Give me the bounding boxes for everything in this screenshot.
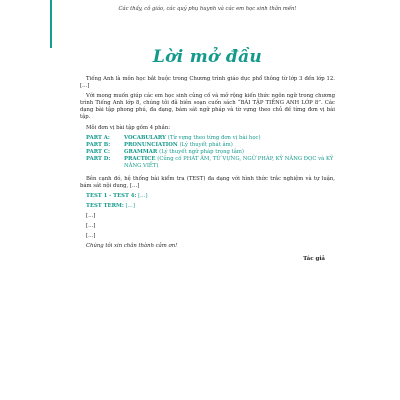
test-label: TEST TERM:: [86, 202, 124, 209]
test-note-2: [80, 203, 335, 210]
page-title: Lời mở đầu: [152, 47, 263, 67]
part-note: (Lý thuyết phát âm): [179, 141, 233, 148]
part-key: PART A:: [86, 134, 110, 141]
test-note-1: [80, 193, 335, 200]
part-key: PART D:: [86, 156, 111, 163]
greeting: Các thầy, cô giáo, các quý phụ huynh và các em học sinh thân mến!: [118, 6, 297, 12]
part-note: (Củng cố PHÁT ÂM, TỪ VỰNG, NGỮ PHÁP, KỸ NĂNG ĐỌC và KỸ NĂNG VIẾT): [124, 156, 334, 170]
test-label: TEST 1 - TEST 4:: [86, 192, 137, 199]
part-key: PART B:: [86, 141, 111, 148]
paragraph-1: Tiếng Anh là môn học bắt buộc trong Chương trình giáo dục phổ thông từ lớp 3 đến lớp 12. […]: [80, 76, 335, 90]
closing-paragraph-1: […]: [86, 213, 96, 220]
paragraph-2: Với mong muốn giúp các em học sinh củng cố và mở rộng kiến thức ngôn ngữ trong chương trình Tiếng Anh lớp 8, chúng tôi đã biên soạn cuốn sách “BÀI TẬP TIẾNG ANH LỚP 8”. Các dạng bài tập phong phú, đa dạng, bám sát ngữ pháp và từ vựng theo chủ đề từng đơn vị bài tập.: [80, 93, 335, 121]
signature: Tác giả: [303, 256, 325, 263]
closing-paragraph-2: […]: [86, 223, 96, 230]
part-note: (Lý thuyết ngữ pháp trọng tâm): [159, 149, 244, 156]
part-label: PRONUNCIATION: [124, 141, 178, 148]
thanks-line: Chúng tôi xin chân thành cảm ơn!: [86, 243, 178, 250]
part-label: PRACTICE: [124, 156, 156, 163]
margin-accent-rule: [50, 0, 52, 48]
tests-intro: Bên cạnh đó, hệ thống bài kiểm tra (TEST) đa dạng với hình thức trắc nghiệm và tự luận, bám sát nội dung, […]: [80, 175, 335, 189]
part-a: [86, 135, 335, 142]
test-text: […]: [138, 192, 148, 199]
part-d: [86, 156, 335, 170]
closing-paragraph-3: […]: [86, 233, 96, 240]
test-text: […]: [125, 202, 135, 209]
paragraph-3: Mỗi đơn vị bài tập gồm 4 phần:: [86, 124, 171, 131]
part-key: PART C:: [86, 149, 110, 156]
part-label: GRAMMAR: [124, 149, 158, 156]
part-label: VOCABULARY: [124, 134, 166, 141]
parts-list: [80, 135, 335, 171]
preface-page: [80, 6, 335, 268]
part-note: (Từ vựng theo từng đơn vị bài học): [167, 134, 261, 141]
part-b: [86, 142, 335, 149]
